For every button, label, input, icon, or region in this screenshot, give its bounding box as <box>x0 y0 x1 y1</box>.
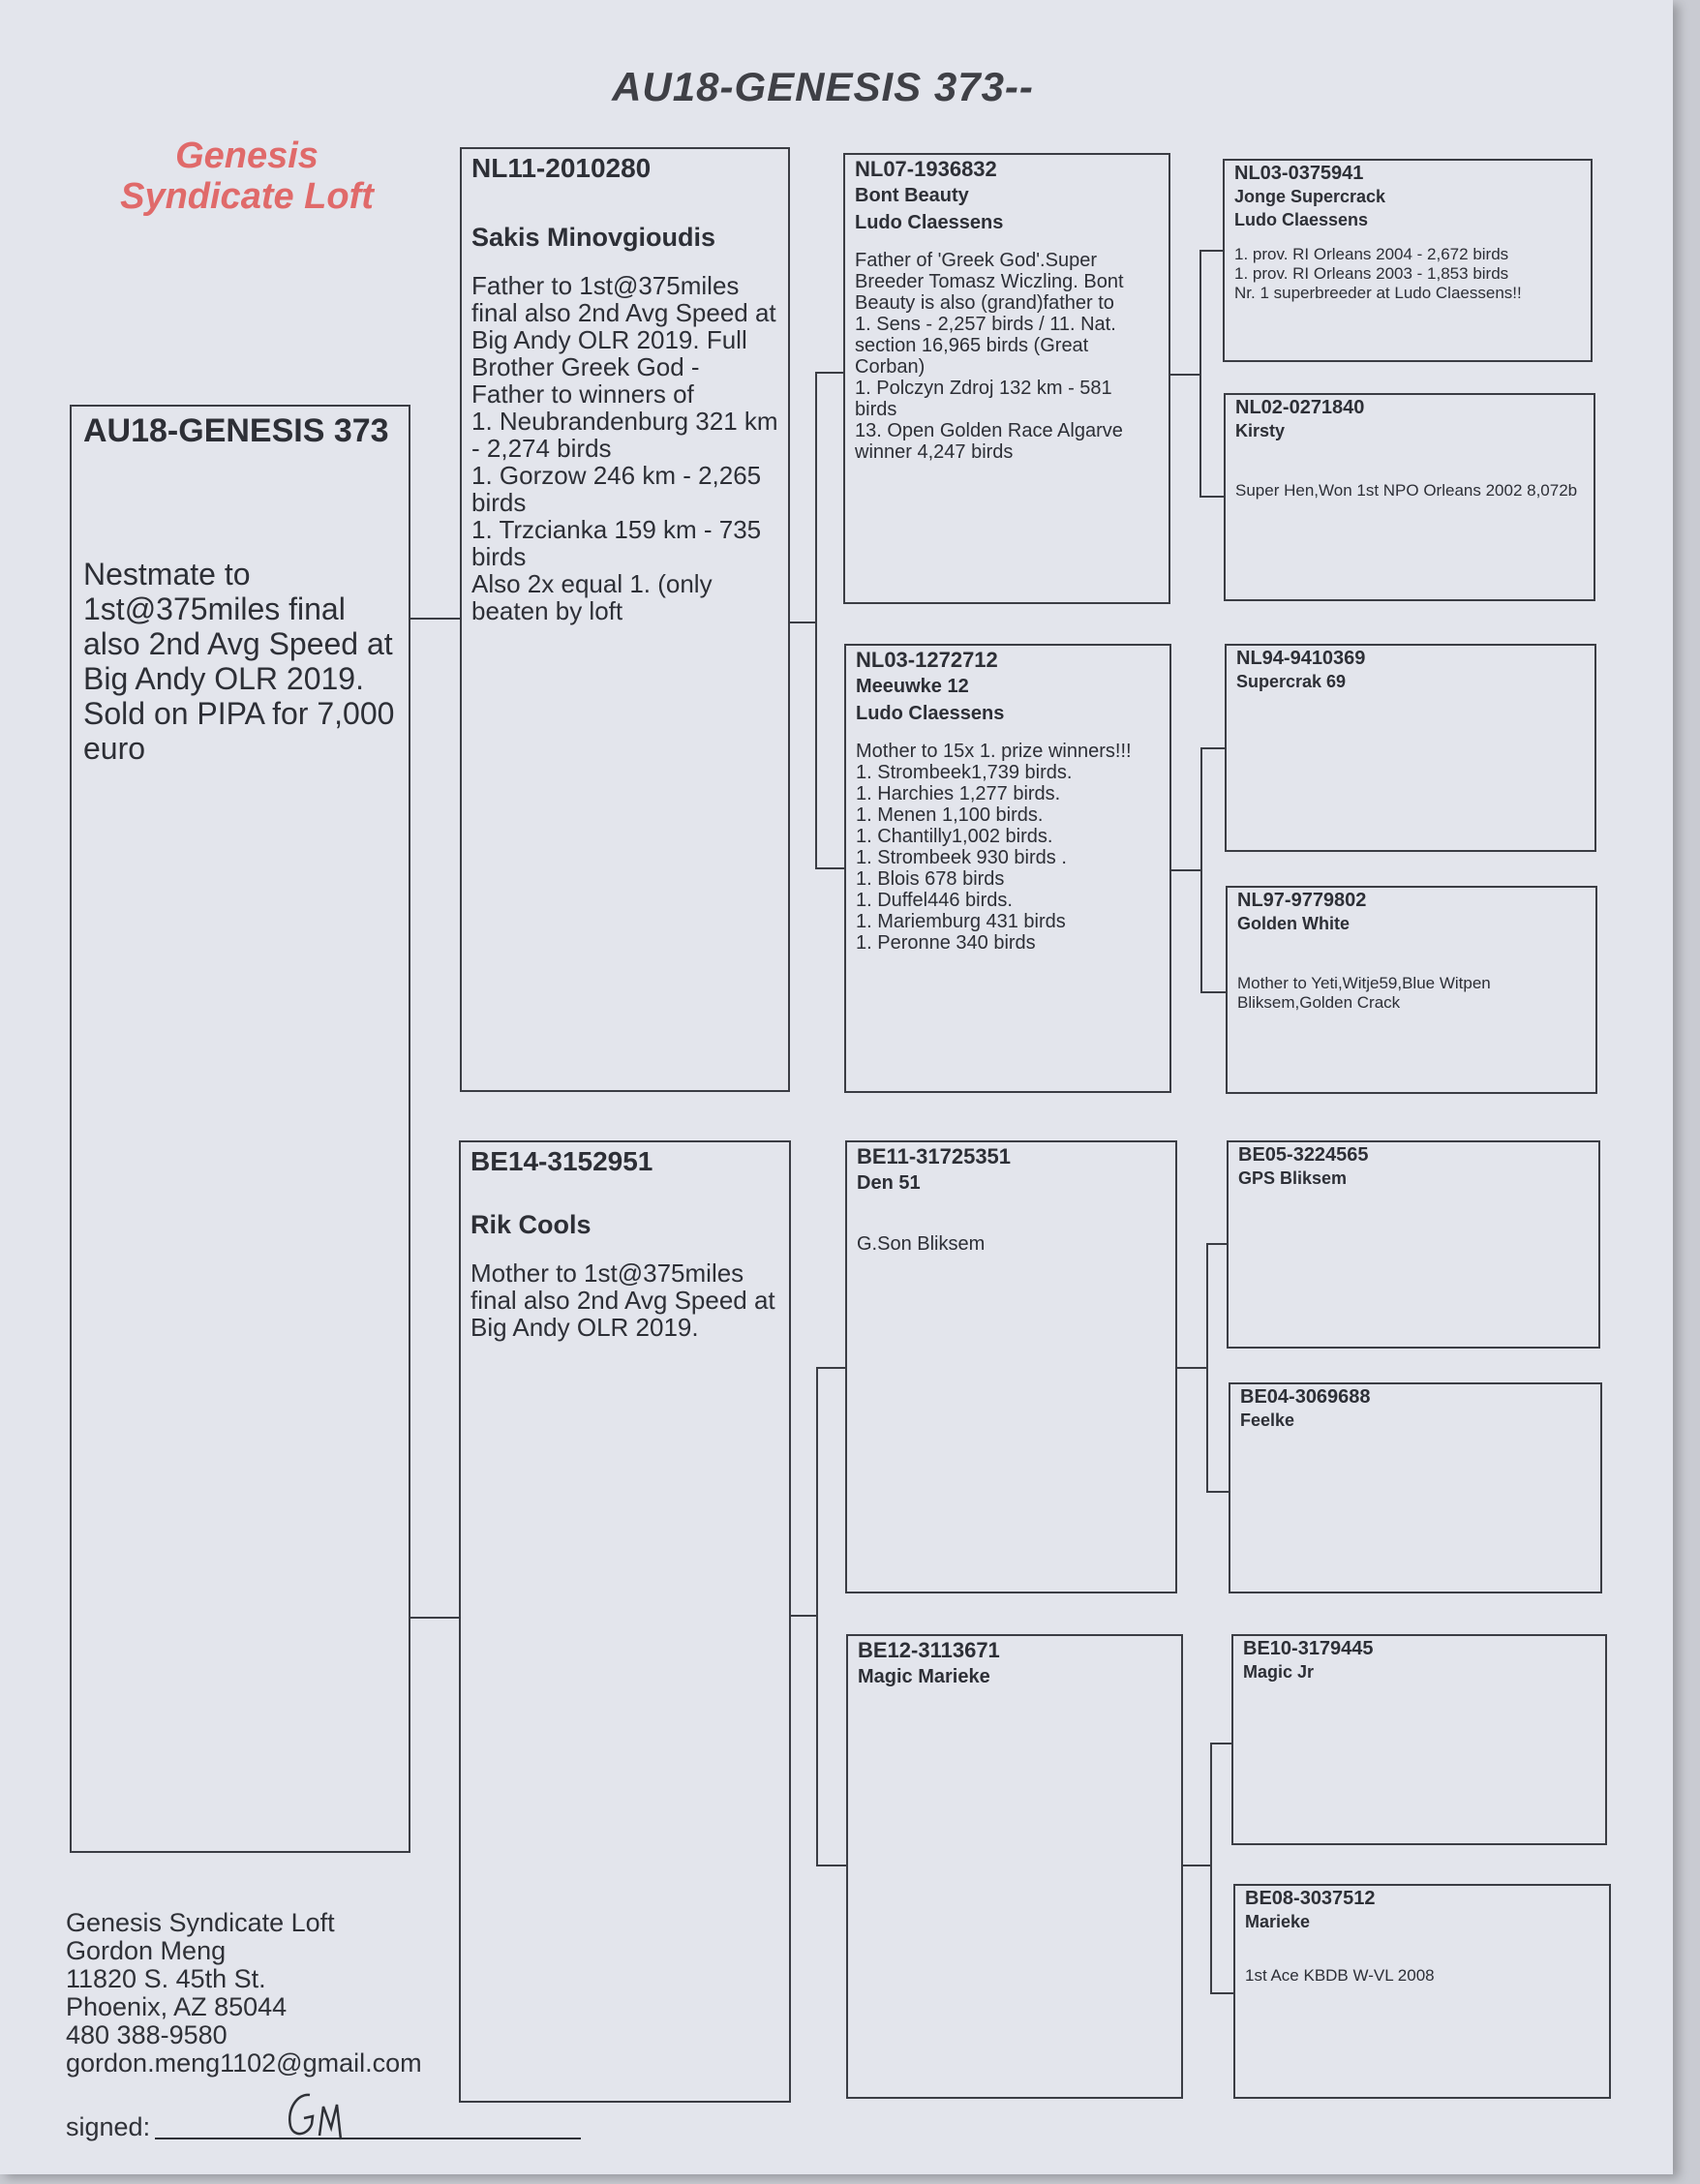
dam-sire-box <box>845 1140 1177 1593</box>
dds-id: BE10-3179445 <box>1243 1638 1374 1659</box>
ddd-notes: 1st Ace KBDB W-VL 2008 <box>1245 1966 1435 1985</box>
sss-notes: 1. prov. RI Orleans 2004 - 2,672 birds 1. prov. RI Orleans 2003 - 1,853 birds Nr. 1 superbreeder at Ludo Claessens!! <box>1234 245 1522 302</box>
connector-line <box>410 618 460 620</box>
dss-id: BE05-3224565 <box>1238 1144 1369 1166</box>
owner-loft: Genesis Syndicate Loft <box>66 1908 335 1937</box>
owner-address <box>66 1909 422 2078</box>
connector-line <box>791 1615 818 1617</box>
sss-breeder: Ludo Claessens <box>1234 210 1369 229</box>
sds-name: Supercrak 69 <box>1236 672 1347 691</box>
owner-street: 11820 S. 45th St. <box>66 1964 266 1993</box>
owner-city: Phoenix, AZ 85044 <box>66 1992 288 2021</box>
connector-line <box>1200 747 1225 749</box>
dam-dam-box <box>846 1634 1183 2099</box>
sdd-name: Golden White <box>1237 914 1350 933</box>
signature-line <box>155 2138 581 2139</box>
sss-id: NL03-0375941 <box>1234 163 1364 184</box>
dam-sire-notes: G.Son Bliksem <box>857 1233 986 1255</box>
connector-line <box>1200 747 1202 991</box>
connector-line <box>1210 1992 1233 1994</box>
dsd-name: Feelke <box>1240 1410 1295 1430</box>
sdd-notes: Mother to Yeti,Witje59,Blue Witpen Bliksem,Golden Crack <box>1237 974 1491 1012</box>
connector-line <box>1206 1491 1229 1493</box>
signed-label: signed: <box>66 2112 151 2141</box>
ddd-name: Marieke <box>1245 1912 1311 1931</box>
ssd-id: NL02-0271840 <box>1235 397 1365 418</box>
connector-line <box>1199 496 1224 498</box>
dss-name: GPS Bliksem <box>1238 1168 1348 1188</box>
dam-box <box>459 1140 791 2103</box>
connector-line <box>1199 250 1223 252</box>
connector-line <box>1210 1743 1231 1744</box>
sire-sire-name: Bont Beauty <box>855 185 969 206</box>
sdd-box <box>1226 886 1597 1094</box>
connector-line <box>816 1367 845 1369</box>
sire-box <box>460 147 790 1092</box>
handwritten-signature <box>281 2081 368 2149</box>
sire-sire-breeder: Ludo Claessens <box>855 212 1004 233</box>
connector-line <box>410 1617 459 1619</box>
ssd-name: Kirsty <box>1235 421 1286 440</box>
connector-line <box>815 372 817 867</box>
sss-name: Jonge Supercrack <box>1234 187 1386 206</box>
dsd-id: BE04-3069688 <box>1240 1386 1371 1408</box>
connector-line <box>815 372 843 374</box>
connector-line <box>815 867 844 869</box>
owner-email: gordon.meng1102@gmail.com <box>66 2048 422 2078</box>
connector-line <box>790 622 815 623</box>
sire-sire-box <box>843 153 1170 604</box>
sds-id: NL94-9410369 <box>1236 648 1366 669</box>
connector-line <box>1199 250 1201 496</box>
sire-notes: Father to 1st@375miles final also 2nd Avg Speed at Big Andy OLR 2019. Full Brother Greek God - Father to winners of 1. Neubrandenburg 321 km - 2,274 birds 1. Gorzow 246 km - 2,265 birds 1. Trzcianka 159 km - 735 birds Also 2x equal 1. (only beaten by loft <box>471 271 778 625</box>
sdd-id: NL97-9779802 <box>1237 890 1367 911</box>
sire-dam-name: Meeuwke 12 <box>856 676 969 697</box>
connector-line <box>1171 869 1200 871</box>
sire-id: NL11-2010280 <box>471 153 652 183</box>
sire-sire-id: NL07-1936832 <box>855 157 997 181</box>
dam-id: BE14-3152951 <box>471 1146 653 1176</box>
connector-line <box>1183 1865 1210 1866</box>
connector-line <box>1206 1243 1208 1491</box>
connector-line <box>1206 1243 1227 1245</box>
sire-sire-notes: Father of 'Greek God'.Super Breeder Tomasz Wiczling. Bont Beauty is also (grand)father to 1. Sens - 2,257 birds / 11. Nat. section 16,965 birds (Great Corban) 1. Polczyn Zdroj 132 km - 581 birds 13. Open Golden Race Algarve winner 4,247 birds <box>855 250 1124 463</box>
loft-logo <box>92 136 402 217</box>
dsd-box <box>1229 1382 1602 1593</box>
subject-id: AU18-GENESIS 373 <box>83 412 389 449</box>
connector-line <box>1200 991 1226 993</box>
loft-logo-line2: Syndicate Loft <box>120 176 374 217</box>
subject-box <box>70 405 410 1853</box>
dam-name: Rik Cools <box>471 1210 592 1239</box>
dds-box <box>1231 1634 1607 1845</box>
sire-dam-breeder: Ludo Claessens <box>856 703 1005 724</box>
ddd-id: BE08-3037512 <box>1245 1888 1376 1909</box>
connector-line <box>1177 1367 1206 1369</box>
sire-dam-id: NL03-1272712 <box>856 648 998 672</box>
ssd-box <box>1224 393 1595 601</box>
dam-dam-id: BE12-3113671 <box>858 1638 1000 1662</box>
sire-dam-notes: Mother to 15x 1. prize winners!!! 1. Strombeek1,739 birds. 1. Harchies 1,277 birds. 1. Menen 1,100 birds. 1. Chantilly1,002 birds. 1. Strombeek 930 birds . 1. Blois 678 birds 1. Duffel446 birds. 1. Mariemburg 431 birds 1. Peronne 340 birds <box>856 741 1132 954</box>
ssd-notes: Super Hen,Won 1st NPO Orleans 2002 8,072b <box>1235 481 1578 500</box>
owner-name: Gordon Meng <box>66 1936 227 1965</box>
owner-phone: 480 388-9580 <box>66 2020 228 2049</box>
sss-box <box>1223 159 1593 362</box>
dam-dam-name: Magic Marieke <box>858 1666 990 1687</box>
dam-notes: Mother to 1st@375miles final also 2nd Avg Speed at Big Andy OLR 2019. <box>471 1259 775 1342</box>
connector-line <box>1210 1743 1212 1994</box>
dam-sire-id: BE11-31725351 <box>857 1144 1012 1168</box>
sds-box <box>1225 644 1596 852</box>
dss-box <box>1227 1140 1600 1349</box>
dds-name: Magic Jr <box>1243 1662 1315 1682</box>
subject-notes: Nestmate to 1st@375miles final also 2nd Avg Speed at Big Andy OLR 2019. Sold on PIPA for 7,000 euro <box>83 557 395 766</box>
connector-line <box>1170 374 1199 376</box>
connector-line <box>816 1367 818 1866</box>
sire-name: Sakis Minovgioudis <box>471 223 716 252</box>
ddd-box <box>1233 1884 1611 2099</box>
loft-logo-line1: Genesis <box>175 136 319 176</box>
dam-sire-name: Den 51 <box>857 1172 921 1194</box>
pedigree-title: AU18-GENESIS 373-- <box>612 64 1034 109</box>
sire-dam-box <box>844 644 1171 1093</box>
connector-line <box>816 1865 846 1866</box>
